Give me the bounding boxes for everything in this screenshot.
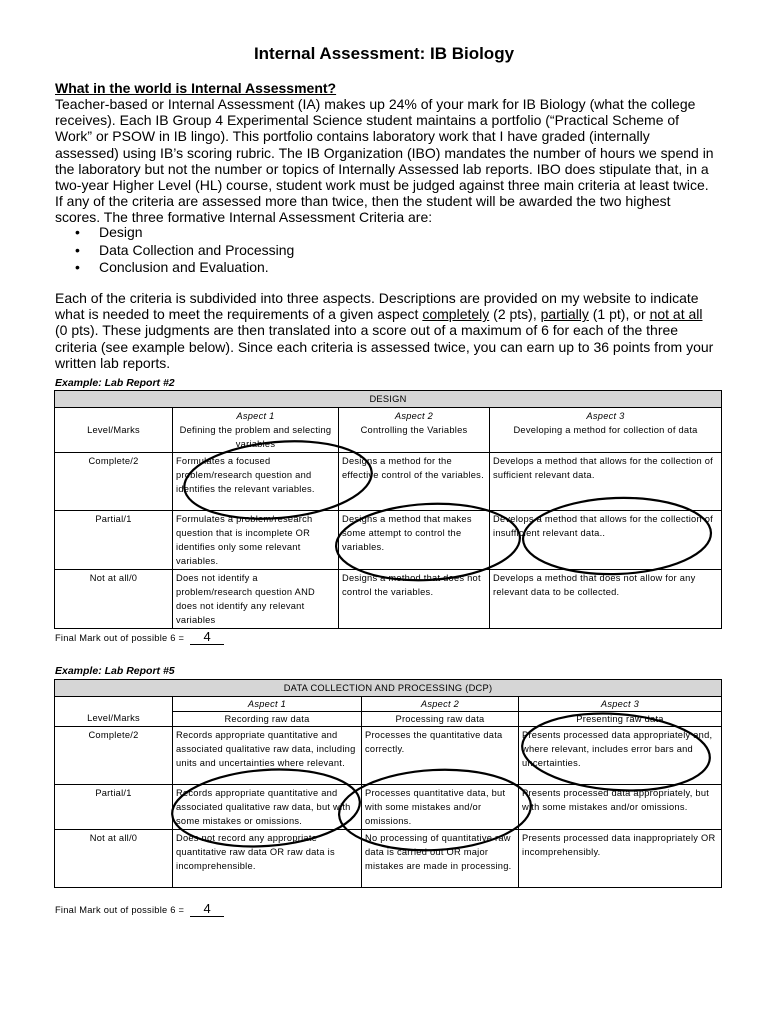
final-mark-value: 4 [190, 630, 224, 645]
rubric-cell: No processing of quantitative raw data is carried out OR major mistakes are made in processing. [362, 830, 519, 888]
aspect-header: Aspect 2 Controlling the Variables [339, 408, 490, 453]
intro-paragraph: Teacher-based or Internal Assessment (IA) makes up 24% of your mark for IB Biology (what the college receives). Each IB Group 4 Experimental Science student maintains a portfolio (“Practical Scheme of Work” or PSOW in IB lingo). This portfolio contains laboratory work that I have graded (internally assessed) using IB’s scoring rubric. The IB Organization (IBO) mandates the number of hours we spend in the laboratory but not the number or topics of Internally Assessed lab reports. IBO does stipulate that, in a two-year Higher Level (HL) course, student work must be judged against three main criteria at least twice. If any of the criteria are assessed more than twice, then the student will be awarded the two highest scores. The three formative Internal Assessment Criteria are: [55, 96, 714, 226]
rubric-cell: Presents processed data inappropriately OR incomprehensibly. [519, 830, 722, 888]
rubric-cell: Does not identify a problem/research question AND does not identify any relevant variables [173, 570, 339, 629]
rubric-cell: Designs a method that does not control the variables. [339, 570, 490, 629]
rubric-cell: Presents processed data appropriately and, where relevant, includes error bars and uncertainties. [519, 727, 722, 785]
rubric-cell: Presents processed data appropriately, but with some mistakes and/or omissions. [519, 785, 722, 830]
table-row [55, 570, 722, 629]
table-title: DATA COLLECTION AND PROCESSING (DCP) [55, 680, 722, 697]
rubric-cell: Does not record any appropriate quantitative raw data OR raw data is incomprehensible. [173, 830, 362, 888]
final-mark-line: Final Mark out of possible 6 = 4 [55, 630, 224, 645]
level-cell: Partial/1 [55, 511, 173, 570]
rubric-cell: Develops a method that allows for the collection of insufficient relevant data.. [490, 511, 722, 570]
rubric-cell: Records appropriate quantitative and associated qualitative raw data, including units and uncertainties where relevant. [173, 727, 362, 785]
aspects-paragraph: Each of the criteria is subdivided into three aspects. Descriptions are provided on my website to indicate what is needed to meet the requirements of a given aspect completely (2 pts), partially (1 pt), or not at all (0 pts). These judgments are then translated into a score out of a maximum of 6 for each of the three criteria (see example below). Since each criteria is assessed twice, you can earn up to 36 points from your written lab reports. [55, 290, 714, 371]
design-rubric-table [54, 390, 722, 629]
table-title: DESIGN [55, 391, 722, 408]
level-marks-header: Level/Marks [55, 697, 173, 727]
list-item: • Design [55, 224, 294, 242]
table-row [55, 511, 722, 570]
rubric-cell: Formulates a focused problem/research question and identifies the relevant variables. [173, 453, 339, 511]
table-row [55, 453, 722, 511]
rubric-cell: Develops a method that does not allow for any relevant data to be collected. [490, 570, 722, 629]
list-item: • Conclusion and Evaluation. [55, 259, 294, 277]
aspect-header: Aspect 1 Recording raw data [173, 697, 362, 727]
aspect-header: Aspect 3 Presenting raw data [519, 697, 722, 727]
final-mark-value: 4 [190, 902, 224, 917]
not-at-all-term: not at all [649, 306, 703, 323]
level-cell: Partial/1 [55, 785, 173, 830]
aspect-header: Aspect 3 Developing a method for collection of data [490, 408, 722, 453]
example-label: Example: Lab Report #2 [55, 377, 175, 389]
rubric-cell: Designs a method for the effective control of the variables. [339, 453, 490, 511]
rubric-cell: Designs a method that makes some attempt to control the variables. [339, 511, 490, 570]
list-item: • Data Collection and Processing [55, 242, 294, 260]
table-row [55, 727, 722, 785]
level-cell: Complete/2 [55, 453, 173, 511]
aspect-header: Aspect 1 Defining the problem and selecting variables [173, 408, 339, 453]
table-row [55, 830, 722, 888]
completely-term: completely [422, 306, 490, 323]
partially-term: partially [540, 306, 589, 323]
page-title: Internal Assessment: IB Biology [253, 44, 515, 63]
level-cell: Not at all/0 [55, 830, 173, 888]
aspect-header: Aspect 2 Processing raw data [362, 697, 519, 727]
rubric-cell: Develops a method that allows for the collection of sufficient relevant data. [490, 453, 722, 511]
example-label: Example: Lab Report #5 [55, 665, 175, 677]
rubric-cell: Formulates a problem/research question that is incomplete OR identifies only some relevant variables. [173, 511, 339, 570]
rubric-cell: Processes quantitative data, but with some mistakes and/or omissions. [362, 785, 519, 830]
rubric-cell: Processes the quantitative data correctly. [362, 727, 519, 785]
level-cell: Complete/2 [55, 727, 173, 785]
level-cell: Not at all/0 [55, 570, 173, 629]
table-row [55, 785, 722, 830]
criteria-list [55, 224, 294, 277]
section-heading: What in the world is Internal Assessment? [55, 80, 337, 96]
dcp-rubric-table [54, 679, 722, 888]
rubric-cell: Records appropriate quantitative and associated qualitative raw data, but with some mistakes or omissions. [173, 785, 362, 830]
final-mark-line: Final Mark out of possible 6 = 4 [55, 902, 224, 917]
level-marks-header: Level/Marks [55, 408, 173, 453]
